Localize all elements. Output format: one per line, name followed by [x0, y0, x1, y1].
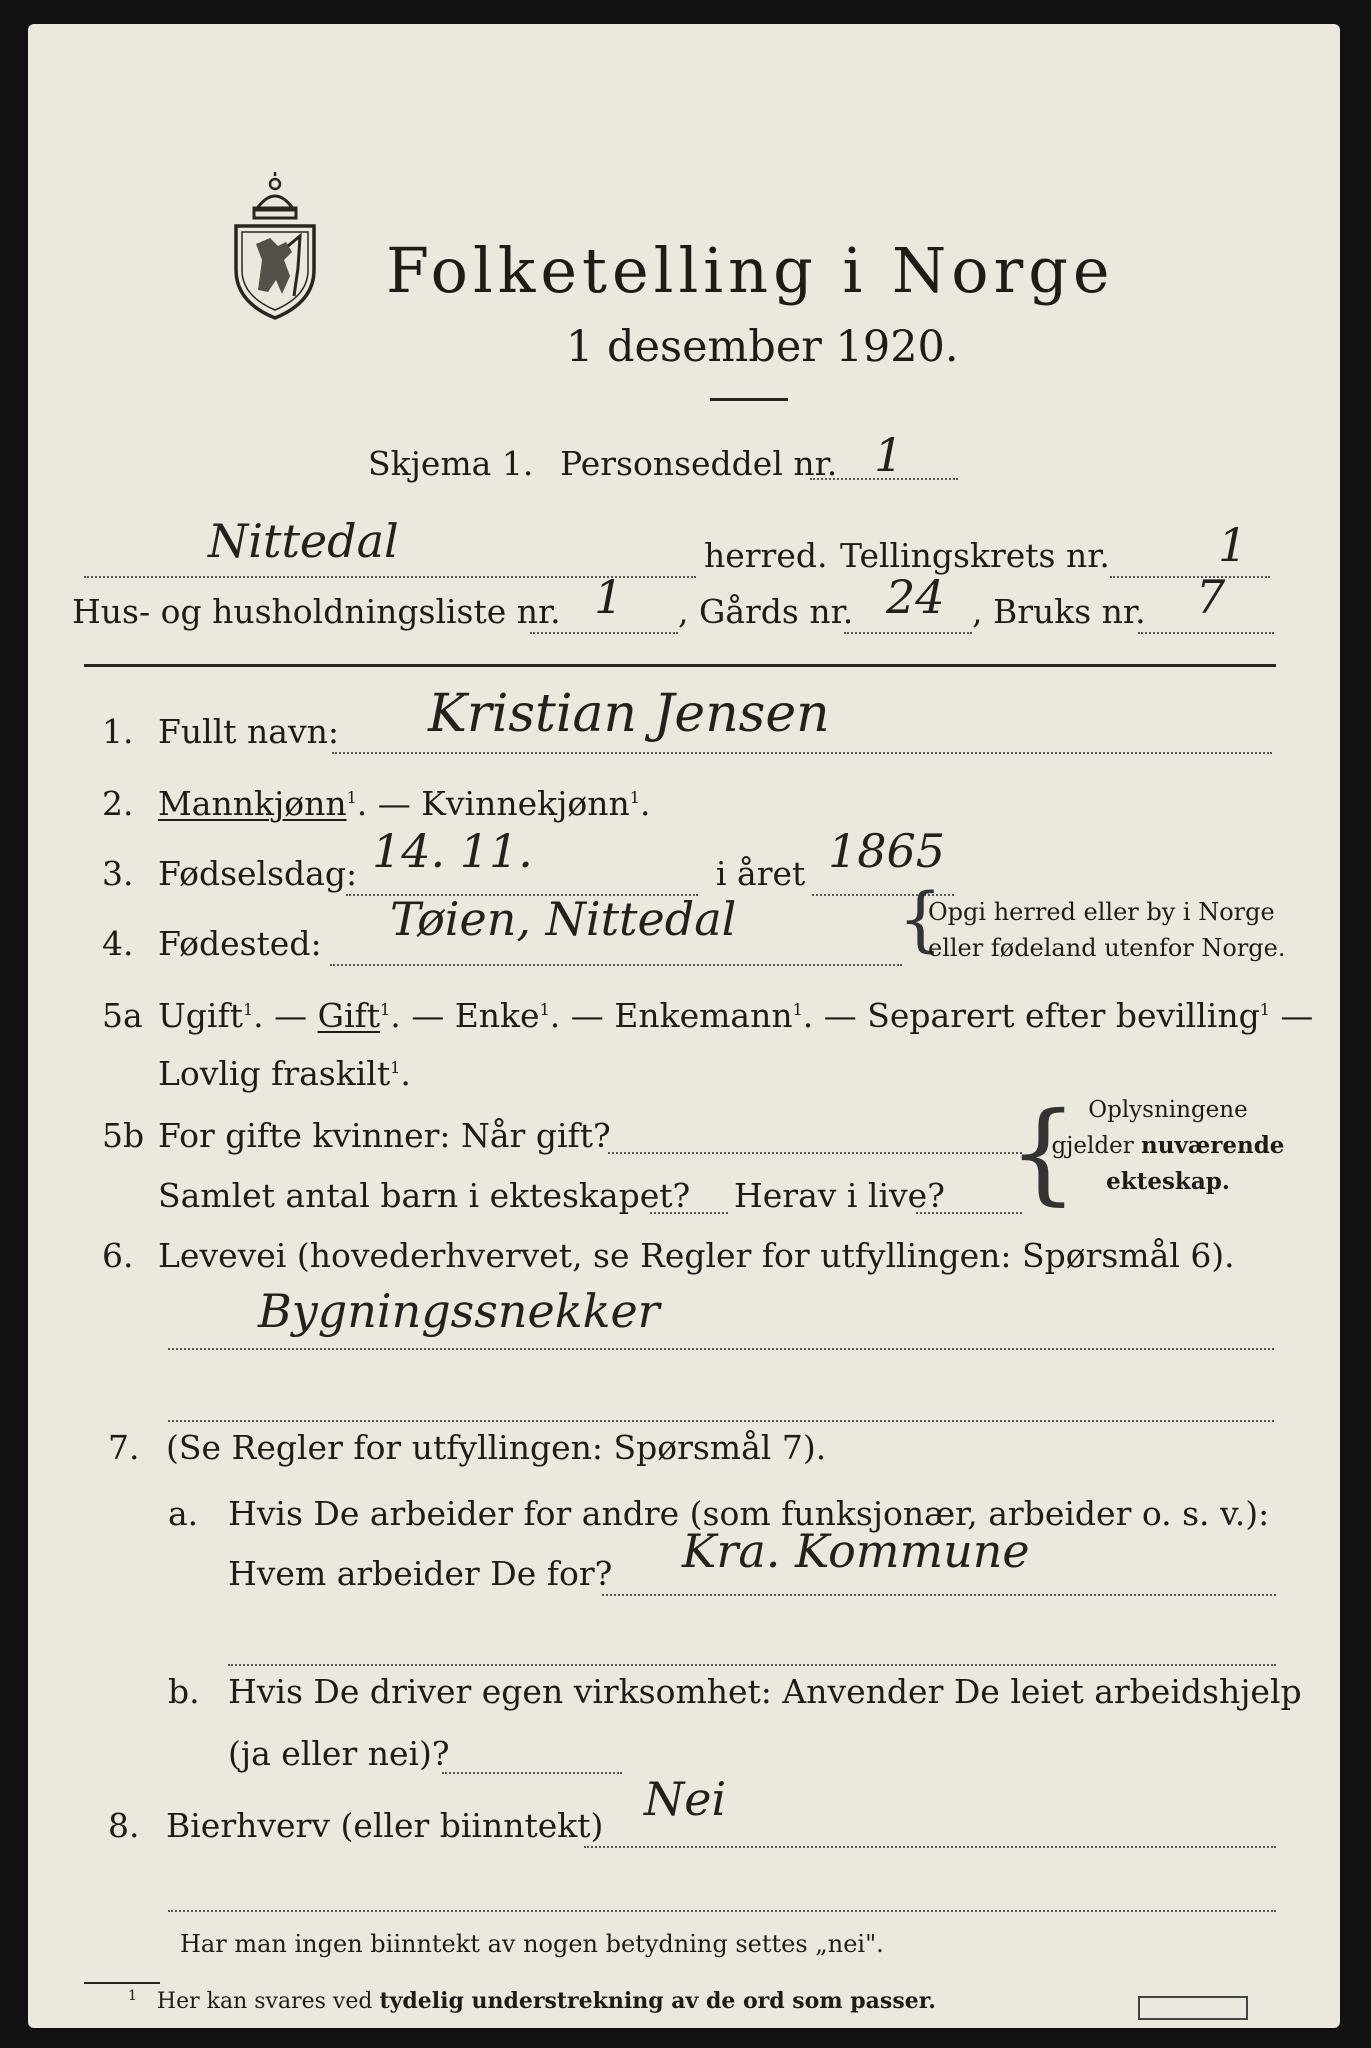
- census-date: 1 desember 1920.: [566, 322, 959, 372]
- side-income-label: Bierhverv (eller biinntekt): [166, 1806, 604, 1845]
- birth-year-value[interactable]: 1865: [828, 824, 946, 878]
- children-alive-label: Herav i live?: [734, 1176, 945, 1215]
- tellingskrets-value[interactable]: 1: [1218, 518, 1248, 572]
- gards-value[interactable]: 24: [886, 570, 945, 624]
- husholdningsliste-label: Hus- og husholdningsliste nr.: [72, 592, 561, 631]
- bruks-value[interactable]: 7: [1196, 570, 1226, 624]
- side-income-field-2[interactable]: [168, 1910, 1276, 1912]
- herred-label: herred.: [704, 536, 828, 575]
- q4-number: 4.: [102, 924, 134, 963]
- husholdningsliste-value[interactable]: 1: [594, 570, 624, 624]
- children-field[interactable]: [650, 1212, 728, 1214]
- q2-number: 2.: [102, 784, 134, 823]
- full-name-label: Fullt navn:: [158, 712, 339, 751]
- bruks-label: , Bruks nr.: [972, 592, 1146, 631]
- option-kvinnekjonn[interactable]: Kvinnekjønn: [421, 784, 630, 823]
- gender-options: Mannkjønn$^1$. — Kvinnekjønn$^1$.: [158, 784, 651, 823]
- birthplace-value[interactable]: Tøien, Nittedal: [390, 892, 737, 946]
- q5a-number: 5a: [102, 996, 143, 1035]
- option-enke[interactable]: Enke: [454, 996, 540, 1035]
- full-name-value[interactable]: Kristian Jensen: [428, 684, 830, 744]
- employer-field-2[interactable]: [228, 1664, 1276, 1666]
- q1-number: 1.: [102, 712, 134, 751]
- occupation-label: Levevei (hovederhvervet, se Regler for utfyllingen: Spørsmål 6).: [158, 1236, 1235, 1275]
- hired-help-field[interactable]: [442, 1772, 622, 1774]
- option-ugift[interactable]: Ugift: [158, 996, 243, 1035]
- q3-number: 3.: [102, 854, 134, 893]
- q7-label: (Se Regler for utfyllingen: Spørsmål 7).: [166, 1428, 827, 1467]
- title-divider: [710, 398, 788, 401]
- q8-number: 8.: [108, 1806, 140, 1845]
- birth-year-label: i året: [716, 854, 806, 893]
- q5b-number: 5b: [102, 1116, 145, 1155]
- tellingskrets-label: Tellingskrets nr.: [840, 536, 1110, 575]
- birthplace-note: Opgi herred eller by i Norge eller fødeland utenfor Norge.: [928, 898, 1286, 962]
- census-form: [28, 24, 1340, 2028]
- option-fraskilt[interactable]: Lovlig fraskilt: [158, 1054, 391, 1093]
- marital-status-options-cont: Lovlig fraskilt$^1$.: [158, 1054, 411, 1093]
- footnote-divider: [84, 1982, 160, 1984]
- footnote: $^1$ Her kan svares ved tydelig understrekning av de ord som passer.: [128, 1988, 936, 2014]
- q7b-letter: b.: [168, 1672, 200, 1711]
- birthday-value[interactable]: 14. 11.: [372, 824, 533, 878]
- birthplace-brace: {: [898, 878, 943, 960]
- birthday-label: Fødselsdag:: [158, 854, 358, 893]
- option-gift[interactable]: Gift: [317, 996, 381, 1035]
- personseddel-label: Personseddel nr.: [560, 444, 838, 483]
- form-title: Folketelling i Norge: [386, 234, 1115, 307]
- married-when-label: For gifte kvinner: Når gift?: [158, 1116, 611, 1155]
- q7-number: 7.: [108, 1428, 140, 1467]
- option-mannkjonn[interactable]: Mannkjønn: [158, 784, 347, 823]
- norwegian-coat-of-arms-icon: [226, 172, 324, 320]
- q7a-label: Hvis De arbeider for andre (som funksjonær, arbeider o. s. v.):: [228, 1494, 1270, 1533]
- married-when-field[interactable]: [608, 1152, 1022, 1154]
- occupation-field-2[interactable]: [168, 1420, 1274, 1422]
- option-separert[interactable]: Separert efter bevilling: [867, 996, 1260, 1035]
- employer-value[interactable]: Kra. Kommune: [682, 1524, 1030, 1578]
- employer-label: Hvem arbeider De for?: [228, 1554, 613, 1593]
- side-income-value[interactable]: Nei: [644, 1772, 727, 1826]
- q7a-letter: a.: [168, 1494, 199, 1533]
- q6-number: 6.: [102, 1236, 134, 1275]
- skjema-label: Skjema 1.: [368, 444, 534, 483]
- header-divider: [84, 664, 1276, 667]
- children-alive-field[interactable]: [916, 1212, 1022, 1214]
- hired-help-label: (ja eller nei)?: [228, 1734, 450, 1773]
- q7b-label: Hvis De driver egen virksomhet: Anvender De leiet arbeidshjelp: [228, 1672, 1302, 1711]
- printer-stamp: [1138, 1996, 1248, 2020]
- gards-label: , Gårds nr.: [678, 592, 854, 631]
- marriage-note: Oplysningene gjelder nuværende ekteskap.: [1051, 1097, 1285, 1195]
- herred-value[interactable]: Nittedal: [208, 514, 399, 568]
- children-label: Samlet antal barn i ekteskapet?: [158, 1176, 691, 1215]
- birthplace-label: Fødested:: [158, 924, 322, 963]
- marriage-brace: {: [1008, 1088, 1078, 1216]
- occupation-value[interactable]: Bygningssnekker: [258, 1284, 660, 1338]
- option-enkemann[interactable]: Enkemann: [614, 996, 793, 1035]
- side-income-note: Har man ingen biinntekt av nogen betydning settes „nei".: [180, 1930, 884, 1958]
- marital-status-options: Ugift$^1$. — Gift$^1$. — Enke$^1$. — Enkemann$^1$. — Separert efter bevilling$^1$ —: [158, 996, 1314, 1035]
- personseddel-value[interactable]: 1: [874, 428, 904, 482]
